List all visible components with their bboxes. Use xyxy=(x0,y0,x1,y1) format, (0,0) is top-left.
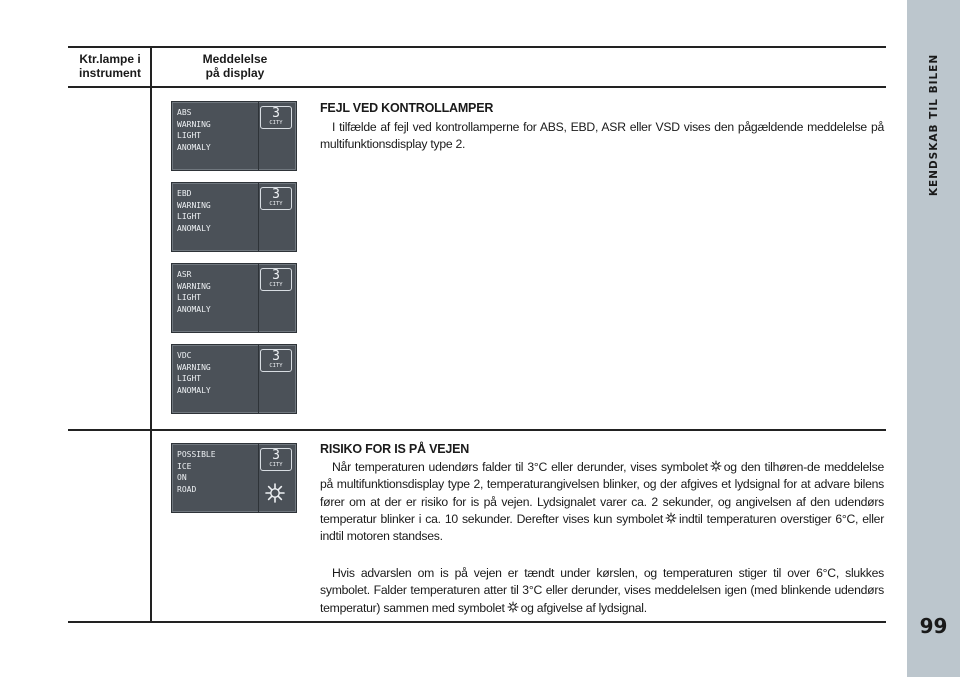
badge-label: CITY xyxy=(269,363,283,369)
display-divider xyxy=(258,444,259,512)
paragraph-ice-risk-2 xyxy=(320,565,884,617)
display-text: ASR WARNING LIGHT ANOMALY xyxy=(177,270,211,314)
drive-mode-badge xyxy=(260,349,292,372)
column-header-message xyxy=(180,52,290,80)
paragraph-text: og afgivelse af lydsignal. xyxy=(520,600,647,615)
column-header-message-line2: på display xyxy=(205,66,265,80)
badge-number: 3 xyxy=(272,106,280,121)
display-ice-warning xyxy=(171,443,297,513)
table-header-rule xyxy=(68,86,886,88)
paragraph-text: I tilfælde af fejl ved kontrollamperne for ABS, EBD, ASR eller VSD vises den pågældende meddelelse på multifunktionsdisplay type 2. xyxy=(320,120,884,152)
display-text: POSSIBLE ICE ON ROAD xyxy=(177,450,216,494)
table-top-rule xyxy=(68,46,886,48)
snowflake-icon xyxy=(507,601,519,613)
badge-number: 3 xyxy=(272,448,280,463)
badge-number: 3 xyxy=(272,349,280,364)
display-divider xyxy=(258,345,259,413)
column-divider xyxy=(150,46,152,623)
section-title-ice-risk: RISIKO FOR IS PÅ VEJEN xyxy=(320,442,470,456)
badge-label: CITY xyxy=(269,201,283,207)
badge-label: CITY xyxy=(269,120,283,126)
column-header-lamp-line2: instrument xyxy=(78,66,141,80)
display-divider xyxy=(258,102,259,170)
paragraph-text: indtil temperaturen overstiger 6°C, eller indtil motoren standses. xyxy=(320,511,885,544)
badge-label: CITY xyxy=(269,462,283,468)
paragraph-ice-risk-1 xyxy=(320,459,884,545)
column-header-lamp-line1: Ktr.lampe i xyxy=(79,52,141,66)
display-asr-warning xyxy=(171,263,297,333)
badge-number: 3 xyxy=(272,187,280,202)
badge-number: 3 xyxy=(272,268,280,283)
display-text: ABS WARNING LIGHT ANOMALY xyxy=(177,108,211,152)
drive-mode-badge xyxy=(260,268,292,291)
display-vdc-warning xyxy=(171,344,297,414)
paragraph-text: og den tilhøren-de meddelelse på multifunktionsdisplay type 2, temperaturangivelsen blinker, og der afgives et lydsignal for at advare bilens fører om at der er risiko for is på vejen. Lydsignalet varer ca. 2 sekunder, og angivelsen af den udendørs temperatur blinker i ca. 10 sekunder. Derefter vises kun symbolet xyxy=(320,460,884,526)
display-abs-warning xyxy=(171,101,297,171)
display-text: VDC WARNING LIGHT ANOMALY xyxy=(177,351,211,395)
paragraph-text: Hvis advarslen om is på vejen er tændt under kørslen, og temperaturen stiger til over 6°C, slukkes symbolet. Falder temperaturen atter til 3°C eller derunder, vises meddelelsen igen (med blinkende udendørs temperatur) sammen med symbolet xyxy=(320,566,884,615)
column-header-message-line1: Meddelelse xyxy=(202,52,268,66)
display-divider xyxy=(258,183,259,251)
drive-mode-badge xyxy=(260,106,292,129)
section-title-lamp-fault: FEJL VED KONTROLLAMPER xyxy=(320,101,494,115)
table-row-rule xyxy=(68,429,886,431)
drive-mode-badge xyxy=(260,448,292,471)
snowflake-icon xyxy=(665,512,677,524)
drive-mode-badge xyxy=(260,187,292,210)
table-bottom-rule xyxy=(68,621,886,623)
column-header-lamp xyxy=(70,52,150,80)
paragraph-lamp-fault xyxy=(320,119,884,154)
display-text: EBD WARNING LIGHT ANOMALY xyxy=(177,189,211,233)
display-ebd-warning xyxy=(171,182,297,252)
badge-label: CITY xyxy=(269,282,283,288)
snowflake-icon xyxy=(710,460,722,472)
paragraph-text: Når temperaturen udendørs falder til 3°C eller derunder, vises symbolet xyxy=(332,460,708,474)
display-divider xyxy=(258,264,259,332)
page-number: 99 xyxy=(919,614,948,638)
snowflake-icon xyxy=(263,481,287,505)
section-side-label: KENDSKAB TIL BILEN xyxy=(928,53,940,197)
